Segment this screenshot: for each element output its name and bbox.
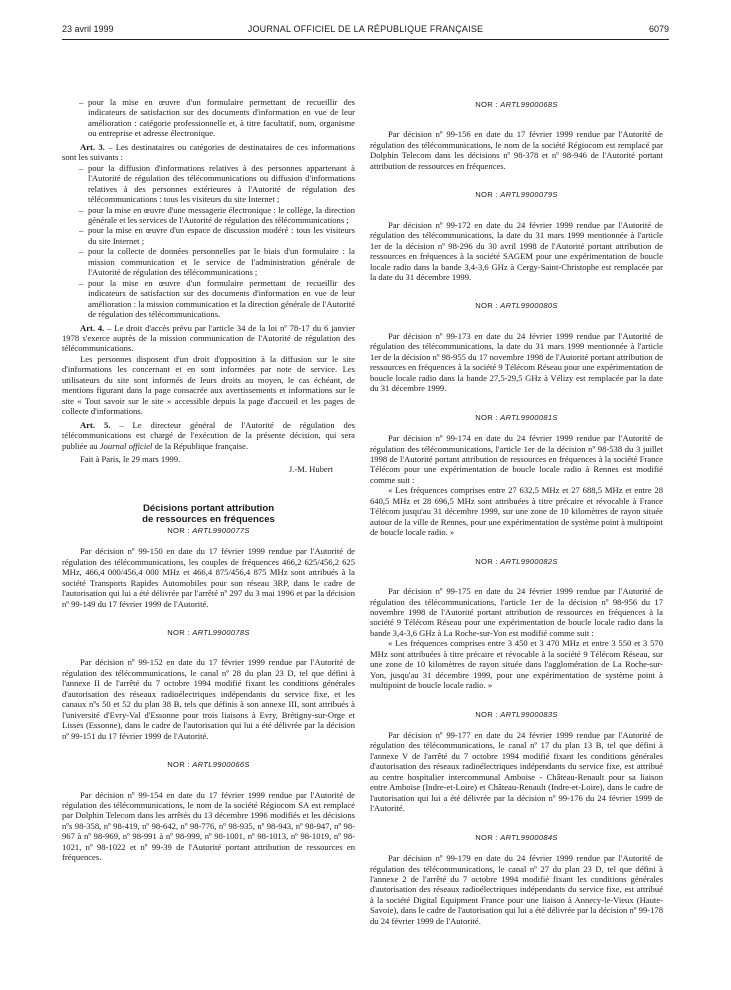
intro-list bbox=[62, 97, 355, 139]
article-text: – Le droit d'accès prévu par l'article 34 de la loi nº 78-17 du 6 janvier 1978 s'exerce auprès de la mission communication de l'Autorité de régulation des télécommunications. bbox=[62, 322, 355, 354]
decision-paragraph: Par décision nº 99-177 en date du 24 février 1999 rendue par l'Autorité de régulation des télécommunications, le canal nº 17 du plan 13 B, tel que défini à l'annexe V de l'arrêté du 7 octobre 1994 modifié fixant les conditions générales d'autorisation des réseaux radioélectriques indépendants du service fixe, est attribué au centre hospitalier intercommunal Amboise - Château-Renault pour sa liaison entre Amboise (Indre-et-Loire) et Château-Renault (Indre-et-Loire), dans le cadre de l'autorisation qui lui a été délivrée par la décision nº 99-176 du 24 février 1999 de l'Autorité. bbox=[370, 730, 663, 814]
header-rule bbox=[62, 39, 669, 40]
decision-paragraph: Par décision nº 99-152 en date du 17 février 1999 rendue par l'Autorité de régulation des télécommunications, le canal nº 28 du plan 23 D, tel que défini à l'annexe II de l'arrêté du 7 octobre 1994 modifié fixant les conditions générales d'autorisation des réseaux radioélectriques indépendants du service fixe, et les canaux nºs 50 et 52 du plan 38 B, tels que définis à son annexe III, sont attribués à l'université d'Evry-Val d'Essonne pour trois liaisons à Evry, Brétigny-sur-Orge et Lisses (Essonne), dans le cadre de l'autorisation qui lui a été délivrée par la décision nº 99-151 du 17 février 1999 de l'Autorité. bbox=[62, 657, 355, 741]
nor-reference: NOR : ARTL9900084S bbox=[475, 832, 558, 842]
article-text: – Les destinataires ou catégories de destinataires de ces informations sont les suivants : bbox=[62, 141, 356, 163]
list-item: – pour la collecte de données personnelles par le biais d'un formulaire : la mission communication et le service de l'administration générale de l'Autorité de régulation des télécommunications ; bbox=[62, 246, 355, 277]
list-item: – pour la mise en œuvre d'une messagerie électronique : le collège, la direction générale et les services de l'Autorité de régulation des télécommunications ; bbox=[62, 205, 355, 226]
decision-paragraph: Par décision nº 99-173 en date du 24 février 1999 rendue par l'Autorité de régulation des télécommunications, la date du 31 mars 1999 mentionnée à l'article 1er de la décision nº 98-955 du 17 novembre 1998 de l'Autorité portant attribution de ressources en fréquences à la société 9 Télécom Réseau pour une expérimentation de boucle locale radio dans la bande 27,5-29,5 GHz à Vélizy est remplacée par la date du 31 décembre 1999. bbox=[370, 330, 663, 394]
decision-paragraph: Par décision nº 99-154 en date du 17 février 1999 rendue par l'Autorité de régulation des télécommunications, le nom de la société Régiocom SA est remplacé par Dolphin Telecom dans les arrêtés du 13 décembre 1996 modifiés et les décisions nºs 98-358, nº 98-419, nº 98-642, nº 98-776, nº 98-935, nº 98-943, nº 98-947, nº 98-967 à nº 98-969, nº 98-991 à nº 98-999, nº 98-1001, nº 98-1013, nº 98-1019, nº 98-1021, nº 98-1022 et nº 99-39 de l'Autorité portant attribution de ressources en fréquences. bbox=[62, 789, 355, 863]
decision-paragraph: Par décision nº 99-179 en date du 24 février 1999 rendue par l'Autorité de régulation des télécommunications, le canal nº 27 du plan 23 D, tel que défini à l'annexe 2 de l'arrêté du 7 octobre 1994 modifié fixant les conditions générales d'autorisation des réseaux radioélectriques indépendants du service fixe, est attribué à la société Digital Equipment France pour une liaison à Annecy-le-Vieux (Haute-Savoie), dans le cadre de l'autorisation qui lui a été délivrée par la décision nº 99-178 du 24 février 1999 de l'Autorité. bbox=[370, 853, 663, 926]
article-4-paragraph: Les personnes disposent d'un droit d'opposition à la diffusion sur le site d'informations les concernant et en sont informées par note de service. Les utilisateurs du site sont informés de leurs droits au moyen, le cas échéant, de mentions figurant dans la page consacrée aux avertissements et informations sur le site « Tout savoir sur le site » accessible depuis la page d'accueil et les pages de collecte d'informations. bbox=[62, 353, 355, 417]
list-item: – pour la diffusion d'informations relatives à des personnes appartenant à l'Autorité de régulation des télécommunications ou diffusion d'informations relatives à des personnes extérieures à l'Autorité de régulation des télécommunications : tous les visiteurs du site Internet ; bbox=[62, 163, 355, 205]
header-title: JOURNAL OFFICIEL DE LA RÉPUBLIQUE FRANÇAISE bbox=[247, 24, 484, 34]
right-column bbox=[370, 100, 663, 926]
nor-reference: NOR : ARTL9900082S bbox=[475, 556, 558, 566]
decision-paragraph: Par décision nº 99-174 en date du 24 février 1999 rendue par l'Autorité de régulation des télécommunications, l'article 1er de la décision nº 98-538 du 3 juillet 1998 de l'Autorité portant attribution de ressources en fréquences à la société France Télécom pour une expérimentation de boucle locale radio à Rennes est modifié comme suit : bbox=[370, 433, 663, 485]
decision-paragraph: Par décision nº 99-172 en date du 24 février 1999 rendue par l'Autorité de régulation des télécommunications, la date du 31 mars 1999 mentionnée à l'article 1er de la décision nº 98-296 du 30 avril 1998 de l'Autorité portant attribution de ressources en fréquences à la société SAGEM pour une expérimentation de boucle locale radio dans la bande 3,4-3,6 GHz à Cergy-Saint-Christophe est remplacée par la date du 31 décembre 1999. bbox=[370, 219, 663, 282]
journal-title: Journal officiel bbox=[99, 440, 153, 451]
recipients-list bbox=[62, 163, 355, 320]
header-date: 23 avril 1999 bbox=[62, 24, 114, 34]
article-5 bbox=[62, 420, 355, 451]
article-4 bbox=[62, 323, 355, 354]
page-header bbox=[62, 24, 669, 38]
article-text: de la République française. bbox=[152, 440, 249, 451]
nor-reference: NOR : ARTL9900081S bbox=[475, 412, 558, 422]
nor-reference: NOR : ARTL9900080S bbox=[475, 301, 558, 311]
nor-reference: NOR : ARTL9900079S bbox=[475, 190, 558, 200]
decision-paragraph: Par décision nº 99-156 en date du 17 février 1999 rendue par l'Autorité de régulation des télécommunications, le nom de la société Régiocom est remplacé par Dolphin Telecom dans les décisions nº 98-378 et nº 98-946 de l'Autorité portant attribution de ressources en fréquences. bbox=[370, 129, 663, 171]
list-item: – pour la mise en œuvre d'un espace de discussion modéré : tous les visiteurs du site Internet ; bbox=[62, 225, 355, 246]
place-date: Fait à Paris, le 29 mars 1999. bbox=[80, 453, 181, 464]
section-title: de ressources en fréquences bbox=[142, 514, 275, 526]
decision-quote: « Les fréquences comprises entre 3 450 et 3 470 MHz et entre 3 550 et 3 570 MHz sont attribuées à titre précaire et révocable à la société 9 Télécom Réseau, sur une zone de 10 kilomètres de rayon située dans l'agglomération de La Roche-sur-Yon, jusqu'au 31 décembre 1999, pour une expérimentation de système point à multipoint de boucle locale radio. » bbox=[370, 638, 663, 691]
article-3 bbox=[62, 142, 355, 163]
nor-reference: NOR : ARTL9900068S bbox=[475, 100, 558, 109]
nor-reference: NOR : ARTL9900077S bbox=[167, 525, 250, 535]
list-item: – pour la mise en œuvre d'un formulaire permettant de recueillir des indicateurs de satisfaction sur des documents d'information en vue de leur amélioration : catégorie professionnelle et, à titre facultatif, nom, organisme ou entreprise et adresse électronique. bbox=[62, 97, 355, 139]
left-column bbox=[62, 97, 355, 863]
decision-quote: « Les fréquences comprises entre 27 632,5 MHz et 27 688,5 MHz et entre 28 640,5 MHz et 28 696,5 MHz sont attribuées à titre précaire et révocable à France Télécom jusqu'au 31 décembre 1999, sur une zone de 10 kilomètres de rayon située autour de la ville de Rennes, pour une expérimentation de système point à multipoint de boucle locale radio. » bbox=[370, 485, 663, 538]
signature: J.-M. Hubert bbox=[288, 464, 333, 475]
article-label: Art. 4. bbox=[80, 322, 105, 333]
list-item: – pour la mise en œuvre d'un formulaire permettant de recueillir des indicateurs de satisfaction sur des documents d'information en vue de leur amélioration : la mission communication et la direction générale de l'Autorité de régulation des télécommunications. bbox=[62, 278, 355, 320]
nor-reference: NOR : ARTL9900083S bbox=[475, 709, 558, 719]
article-text: – Le directeur général de l'Autorité de régulation des télécommunications est chargé de l'exécution de la présente décision, qui sera publiée au bbox=[62, 419, 355, 451]
nor-reference: NOR : ARTL9900066S bbox=[167, 760, 250, 770]
decision-paragraph: Par décision nº 99-175 en date du 24 février 1999 rendue par l'Autorité de régulation des télécommunications, l'article 1er de la décision nº 98-956 du 17 novembre 1998 de l'Autorité portant attribution de ressources en fréquences à la société 9 Télécom Réseau pour une expérimentation de boucle locale radio dans la bande 3,4-3,6 GHz à La Roche-sur-Yon est modifié comme suit : bbox=[370, 586, 663, 638]
article-label: Art. 3. bbox=[80, 141, 105, 152]
nor-reference: NOR : ARTL9900078S bbox=[167, 628, 250, 638]
decision-paragraph: Par décision nº 99-150 en date du 17 février 1999 rendue par l'Autorité de régulation des télécommunications, les couples de fréquences 466,2 625/456,2 625 MHz, 466,4 000/456,4 000 MHz et 466,4 875/456,4 875 MHz sont attribués à la société Transports Rapides Automobiles pour son réseau 3RP, dans le cadre de l'autorisation qui lui a été délivrée par l'arrêté nº 297 du 3 mai 1996 et par la décision nº 99-149 du 17 février 1999 de l'Autorité. bbox=[62, 546, 355, 609]
article-label: Art. 5. bbox=[80, 419, 111, 430]
header-page-number: 6079 bbox=[648, 24, 669, 34]
section-title: Décisions portant attribution bbox=[142, 502, 275, 514]
